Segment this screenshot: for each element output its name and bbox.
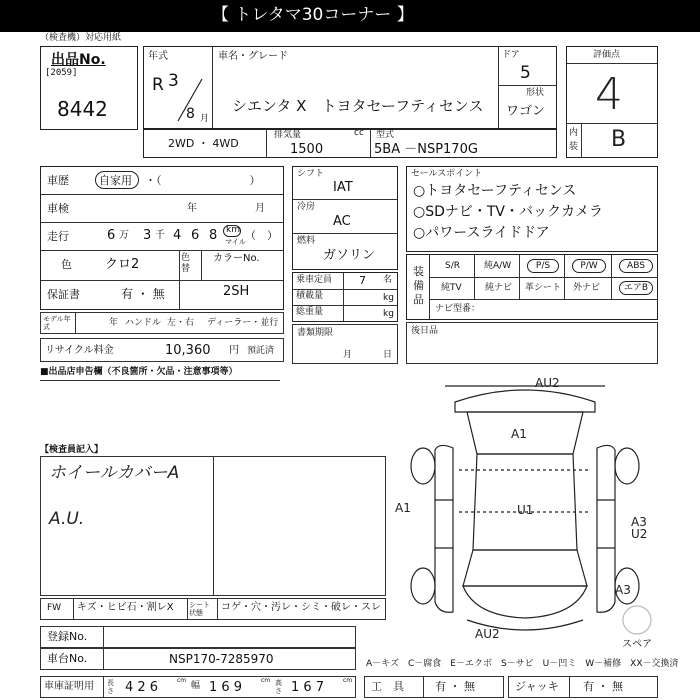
ac-value: AC [333, 214, 351, 229]
equip-tv: 純TV [441, 283, 462, 293]
details-table [40, 166, 284, 310]
equip-ps: P/S [535, 261, 551, 271]
model-year-label: モデル年式 [43, 315, 71, 331]
mileage-d1: 6 [107, 228, 116, 243]
title-bar [0, 0, 700, 32]
seat-options: コゲ・穴・汚レ・シミ・破レ・スレ [221, 602, 381, 613]
mileage-unit-mile: マイル [225, 238, 246, 246]
mark-rear: AU2 [535, 376, 560, 390]
doors-label: ドア [502, 50, 520, 60]
mileage-d3: 4 [173, 228, 182, 243]
car-name-label: 車名・グレード [218, 51, 288, 62]
color-value: クロ2 [105, 257, 140, 272]
equip-navi: 純ナビ [485, 283, 513, 293]
capacity-value: 7 [359, 274, 366, 287]
sales-points-label: セールスポイント [411, 169, 483, 179]
sheet-title: 【 トレタマ30コーナー 】 [212, 5, 414, 25]
capacity-unit: 名 [383, 275, 393, 285]
inspector-label: 【検査員記入】 [40, 445, 104, 455]
recycle-label: リサイクル料金 [45, 345, 114, 356]
inspection-month-unit: 月 [255, 203, 265, 214]
chassis-value: NSP170-7285970 [169, 652, 274, 666]
equip-abs: ABS [627, 261, 645, 271]
tools-row [364, 676, 504, 698]
doc-deadline-box [292, 324, 398, 364]
recycle-note: 預託済 [247, 346, 275, 356]
equip-leather: 革シート [525, 283, 562, 293]
mileage-unit-km: km [226, 225, 240, 235]
year-era: R [152, 75, 164, 95]
weight-unit: kg [383, 309, 394, 319]
interior-label-2: 装 [569, 142, 579, 152]
tools-value: 有 ・ 無 [435, 680, 475, 693]
chassis-row [40, 648, 356, 670]
car-name: シエンタ X トヨタセーフティセンス [232, 97, 484, 115]
inspector-note-2: A.U. [49, 509, 85, 529]
score-value: 4 [595, 69, 623, 120]
sales-point-1: ○トヨタセーフティセンス [413, 183, 577, 199]
cert-length: 4 2 6 [125, 680, 159, 695]
damage-legend: A－キズ C－腐食 E－エクボ S－サビ U－凹ミ W－補修 XX－交換済 [366, 659, 679, 669]
chassis-label: 車台No. [47, 652, 88, 665]
mark-front: AU2 [475, 627, 500, 641]
equipment-label: 装備品 [413, 265, 424, 306]
handle-value: 左・右 [167, 318, 195, 328]
drive-value: 2WD ・ 4WD [168, 137, 239, 150]
jack-label: ジャッキ [515, 680, 559, 693]
warranty-label: 保証書 [47, 288, 80, 301]
model-value: 5BA －NSP170G [374, 142, 478, 157]
recycle-row [40, 338, 284, 362]
retrofit-box [406, 322, 658, 364]
shift-label: シフト [297, 169, 325, 179]
cert-height-label: 高さ [275, 679, 282, 695]
cert-height-unit: cm [343, 677, 353, 684]
doc-deadline-label: 書類期限 [297, 328, 334, 338]
recycle-unit: 円 [229, 345, 239, 356]
car-diagram [395, 372, 665, 642]
cert-width-unit: cm [261, 677, 271, 684]
equip-airbag-circle [619, 281, 653, 295]
capacity-box [292, 272, 398, 322]
doors-value: 5 [520, 63, 531, 83]
equipment-box [406, 254, 658, 320]
sheet-subtitle: （検査機）対応用紙 [40, 33, 122, 43]
year-month-unit: 月 [200, 114, 210, 124]
doc-deadline-day: 日 [383, 350, 393, 360]
lot-number-box [40, 46, 138, 130]
cert-width-label: 幅 [191, 681, 201, 691]
interior-score: B [611, 127, 627, 152]
color-number-label: カラーNo. [213, 253, 260, 264]
inspection-year-unit: 年 [187, 203, 197, 214]
year-label: 年式 [148, 51, 168, 62]
registration-row [40, 626, 356, 648]
warranty-value: 有 ・ 無 [121, 287, 165, 301]
ac-label: 冷房 [297, 202, 316, 212]
sales-points-box [406, 166, 658, 252]
tools-label: 工 具 [371, 680, 404, 693]
sales-point-2: ○SDナビ・TV・バックカメラ [413, 204, 604, 220]
body-type-label: 形状 [526, 88, 545, 98]
seat-label: シート状態 [189, 601, 210, 617]
retrofit-label: 後日品 [411, 326, 439, 336]
model-year-unit: 年 [109, 318, 119, 328]
handle-label: ハンドル [125, 318, 162, 328]
lot-number-label: 出品No. [51, 52, 106, 68]
equip-ps-circle [527, 259, 559, 273]
lot-tag: [2059] [45, 68, 78, 78]
registration-label: 登録No. [47, 630, 88, 643]
mark-right-front: A3 [615, 583, 631, 597]
spec-row [143, 128, 557, 158]
weight-label: 総重量 [296, 307, 324, 317]
spare-tire [623, 606, 651, 634]
score-label: 評価点 [593, 50, 621, 60]
equip-ext-navi: 外ナビ [573, 283, 601, 293]
mileage-d4: 6 [191, 228, 200, 243]
mileage-u1: 万 [119, 230, 129, 241]
score-box [566, 46, 658, 158]
jack-value: 有 ・ 無 [583, 680, 623, 693]
year-month: 8 [186, 106, 195, 122]
fuel-label: 燃料 [297, 236, 316, 246]
displacement-label: 排気量 [274, 130, 302, 140]
inspector-box [40, 456, 386, 596]
inspection-label: 車検 [47, 202, 69, 215]
doc-deadline-month: 月 [343, 350, 353, 360]
mileage-d2: 3 [143, 228, 152, 243]
equip-sr: S/R [445, 261, 460, 271]
history-label: 車歴 [47, 174, 69, 187]
fw-label: FW [47, 603, 62, 613]
mileage-paren: （ ） [245, 229, 278, 242]
model-year-row [40, 312, 284, 334]
equip-abs-circle [619, 259, 653, 273]
capacity-label: 乗車定員 [296, 275, 333, 285]
fuel-value: ガソリン [323, 248, 376, 263]
inspector-note-1: ホイールカバーA [49, 463, 180, 483]
interior-label-1: 内 [569, 128, 579, 138]
equip-pw: P/W [580, 261, 598, 271]
color-swap-label: 色替 [181, 253, 191, 274]
seller-notes-label: ■出品店申告欄（不良箇所・欠品・注意事項等） [40, 367, 238, 377]
damage-row [40, 598, 386, 620]
mark-rear-glass: A1 [511, 427, 527, 441]
body-type-value: ワゴン [506, 104, 546, 119]
mileage-d5: 8 [209, 228, 218, 243]
dealer-label: ディーラー・並行 [207, 318, 279, 328]
jack-row [508, 676, 658, 698]
equip-pw-circle [572, 259, 606, 273]
spare-label: スペア [622, 639, 652, 650]
vehicle-info-box [143, 46, 557, 130]
cert-length-label: 長さ [107, 679, 114, 695]
load-label: 積載量 [296, 291, 324, 301]
year-value: 3 [168, 71, 179, 91]
fw-options: キズ・ヒビ石・割レX [77, 602, 174, 613]
history-value: 自家用 [99, 174, 132, 187]
mark-left-side: A1 [395, 501, 411, 515]
cert-length-unit: cm [177, 677, 187, 684]
lot-number: 8442 [57, 97, 108, 121]
equip-airbag: エアB [623, 283, 649, 293]
cert-width: 1 6 9 [209, 680, 243, 695]
history-other: ・（ ） [145, 174, 261, 187]
color-number-value: 2SH [223, 284, 250, 299]
load-unit: kg [383, 293, 394, 303]
recycle-value: 10,360 [165, 343, 211, 358]
mark-right-side-1: A3 [631, 515, 647, 529]
displacement-unit: cc [354, 128, 364, 138]
mileage-u2: 千 [155, 230, 165, 241]
sales-point-3: ○パワースライドドア [413, 225, 550, 241]
mark-right-side-2: U2 [631, 527, 648, 541]
mark-roof: U1 [517, 503, 534, 517]
color-label: 色 [61, 258, 72, 271]
displacement-value: 1500 [290, 142, 324, 157]
nav-model-label: ナビ型番： [435, 304, 481, 314]
equip-aw: 純A/W [484, 261, 512, 271]
cert-label: 車庫証明用 [44, 681, 94, 692]
cert-row [40, 676, 356, 698]
mileage-label: 走行 [47, 230, 69, 243]
drivetrain-box [292, 166, 398, 270]
shift-value: IAT [333, 180, 353, 195]
cert-height: 1 6 7 [291, 680, 325, 695]
model-label: 型式 [376, 130, 395, 140]
